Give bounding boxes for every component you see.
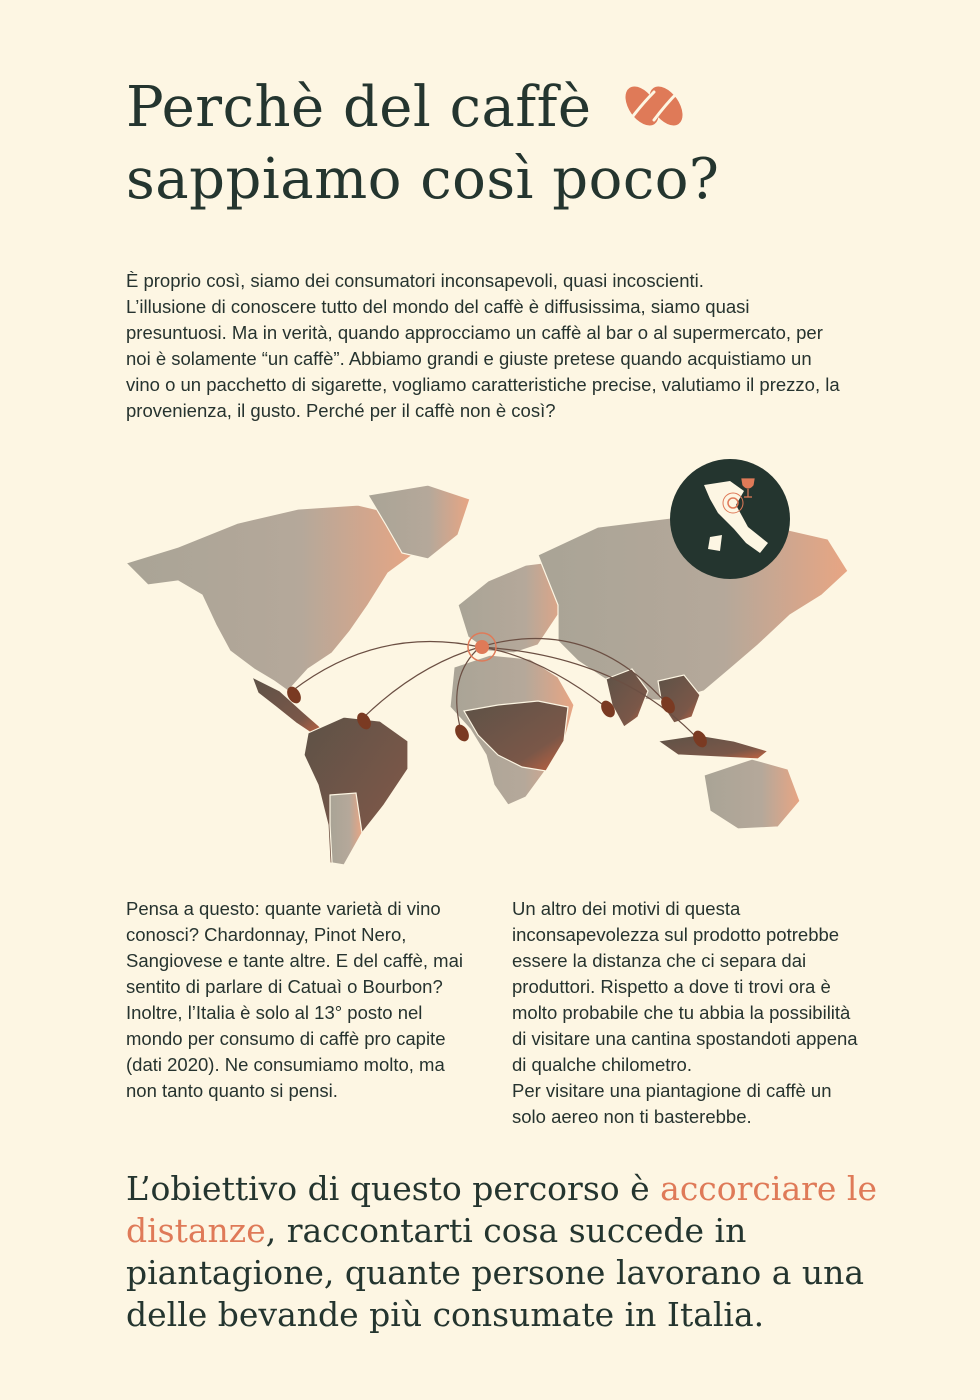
title-line-1: Perchè del caffè [126, 75, 592, 140]
left-line: Sangiovese e tante altre. E del caffè, mai [126, 950, 463, 971]
intro-paragraph [126, 268, 896, 424]
south-america-south [330, 793, 362, 865]
intro-line: È proprio così, siamo dei consumatori inconsapevoli, quasi incoscienti. [126, 270, 704, 291]
right-line: Un altro dei motivi di questa [512, 898, 741, 919]
right-line: di visitare una cantina spostandoti appena [512, 1028, 858, 1049]
left-column-text [126, 896, 496, 1104]
africa-coffee-belt [464, 701, 568, 771]
closing-text-after: , raccontarti cosa succede in piantagione, quante persone lavorano a una delle bevande più consumate in Italia. [126, 1211, 865, 1334]
left-line: sentito di parlare di Catuaì o Bourbon? [126, 976, 443, 997]
closing-statement [126, 1168, 926, 1336]
left-line: Pensa a questo: quante varietà di vino [126, 898, 441, 919]
intro-line: noi è solamente “un caffè”. Abbiamo grandi e giuste pretese quando acquistiamo un [126, 348, 812, 369]
indonesia [658, 735, 768, 759]
intro-line: vino o un pacchetto di sigarette, vogliamo caratteristiche precise, valutiamo il prezzo, la [126, 374, 840, 395]
page-title [126, 72, 846, 216]
world-map-graphic [118, 455, 858, 875]
right-line: essere la distanza che ci separa dai [512, 950, 807, 971]
right-line: Per visitare una piantagione di caffè un [512, 1080, 832, 1101]
right-line: produttori. Rispetto a dove ti trovi ora è [512, 976, 831, 997]
north-america [126, 505, 418, 691]
closing-highlight: accorciare le distanze [126, 1169, 878, 1250]
left-line: mondo per consumo di caffè pro capite [126, 1028, 446, 1049]
intro-line: provenienza, il gusto. Perché per il caffè non è così? [126, 400, 556, 421]
left-line: (dati 2020). Ne consumiamo molto, ma [126, 1054, 445, 1075]
intro-line: L’illusione di conoscere tutto del mondo del caffè è diffusissima, siamo quasi [126, 296, 750, 317]
right-line: molto probabile che tu abbia la possibilità [512, 1002, 851, 1023]
world-map [118, 455, 858, 875]
right-line: inconsapevolezza sul prodotto potrebbe [512, 924, 840, 945]
title-line-2: sappiamo così poco? [126, 147, 720, 212]
left-line: non tanto quanto si pensi. [126, 1080, 338, 1101]
left-line: Inoltre, l’Italia è solo al 13° posto nel [126, 1002, 423, 1023]
right-line: solo aereo non ti basterebbe. [512, 1106, 752, 1127]
italy-map-icon [670, 459, 790, 579]
coffee-bean-icon [620, 76, 690, 132]
australia [704, 759, 800, 829]
italy-location-dot [475, 640, 489, 654]
right-line: di qualche chilometro. [512, 1054, 692, 1075]
left-line: conosci? Chardonnay, Pinot Nero, [126, 924, 407, 945]
right-column-text [512, 896, 882, 1130]
closing-text-before: L’obiettivo di questo percorso è [126, 1169, 661, 1208]
intro-line: presuntuosi. Ma in verità, quando approcciamo un caffè al bar o al supermercato, per [126, 322, 823, 343]
